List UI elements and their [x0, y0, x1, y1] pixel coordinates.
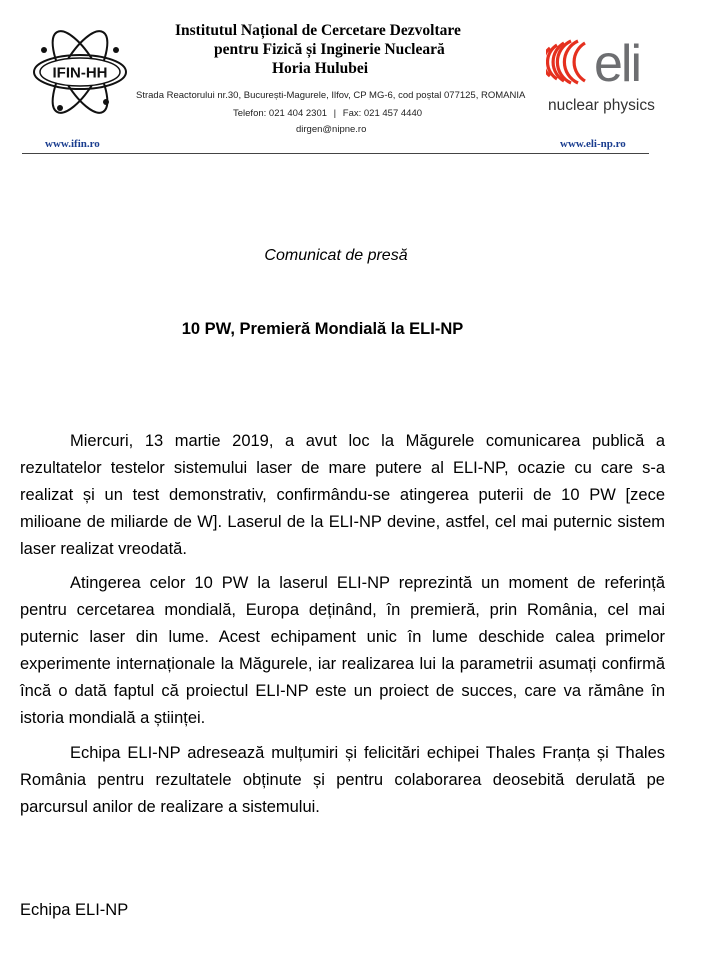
paragraph-3: Echipa ELI-NP adresează mulțumiri și felicitări echipei Thales Franța și Thales România pentru rezultatele obținute și pentru colaborarea deosebită derulată pe parcursul anilor de realizare a sistemului.: [20, 744, 665, 816]
signature: Echipa ELI-NP: [20, 901, 129, 919]
institute-name-line-1: Institutul Național de Cercetare Dezvoltare: [175, 22, 461, 39]
paragraph-2: Atingerea celor 10 PW la laserul ELI-NP reprezintă un moment de referință pentru cercetarea mondială, Europa deținând, în premieră, prin România, cel mai puternic laser din lume. Acest echipament unic în lume deschide calea primelor experimente internaționale la Măgurele, iar realizarea lui la parametrii asumați confirmă încă o dată faptul că proiectul ELI-NP este un proiect de succes, care va rămâne în istoria mondială a științei.: [20, 574, 665, 727]
press-release-subtitle: Comunicat de presă: [264, 247, 408, 264]
institute-name-line-3: Horia Hulubei: [272, 60, 369, 77]
eli-logo-text: eli: [594, 36, 641, 86]
eli-logo-subtitle: nuclear physics: [548, 97, 655, 114]
header-divider: [22, 153, 649, 154]
institute-address: Strada Reactorului nr.30, București-Magurele, Ilfov, CP MG-6, cod poștal 077125, ROMANIA: [136, 90, 526, 101]
phone-number: Telefon: 021 404 2301: [233, 108, 328, 119]
contact-phone-fax: Telefon: 021 404 2301 | Fax: 021 457 4440: [233, 108, 423, 119]
eli-website-link[interactable]: www.eli-np.ro: [560, 138, 626, 150]
paragraph-1: Miercuri, 13 martie 2019, a avut loc la Măgurele comunicarea publică a rezultatelor testelor sistemului laser de mare putere al ELI-NP, ocazie cu care s-a realizat și un test demonstrativ, confirmându-se atingerea puterii de 10 PW [zece milioane de miliarde de W]. Laserul de la ELI-NP devine, astfel, cel mai puternic sistem laser realizat vreodată.: [20, 432, 665, 558]
press-release-title: 10 PW, Premieră Mondială la ELI-NP: [181, 320, 464, 338]
ifin-hh-logo: [30, 28, 130, 116]
fax-number: Fax: 021 457 4440: [342, 108, 423, 119]
eli-np-logo: [546, 36, 656, 86]
institute-email[interactable]: dirgen@nipne.ro: [296, 124, 367, 135]
eli-logo-icon: [546, 36, 656, 86]
atom-icon: [30, 28, 130, 116]
ifin-logo-text: IFIN-HH: [52, 64, 108, 82]
ifin-website-link[interactable]: www.ifin.ro: [45, 138, 100, 150]
institute-name-line-2: pentru Fizică și Inginerie Nucleară: [214, 41, 445, 58]
